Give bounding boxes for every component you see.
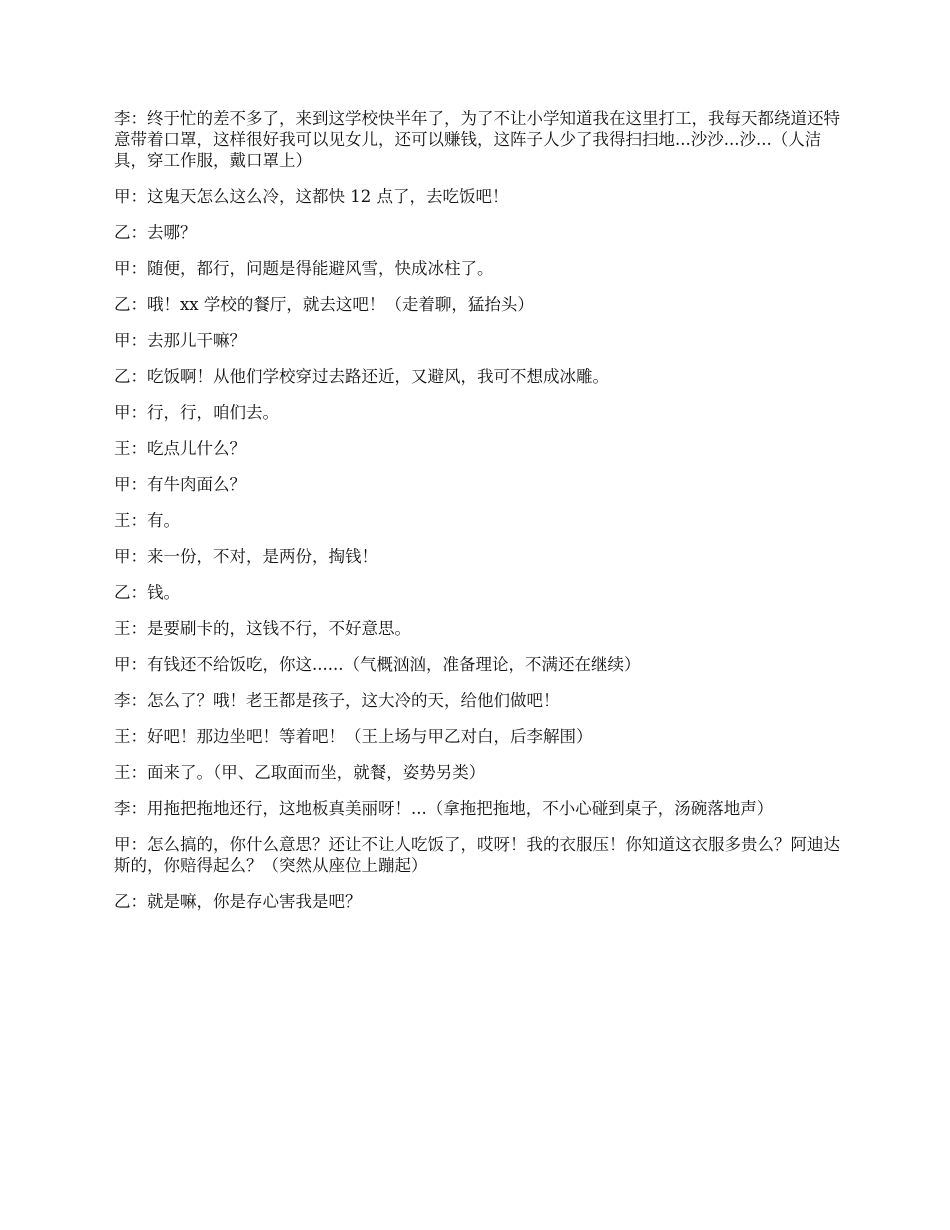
dialogue-line: 甲：行，行，咱们去。 (114, 403, 279, 422)
dialogue-line: 甲：来一份，不对，是两份，掏钱！ (114, 547, 378, 566)
dialogue-line: 王：是要刷卡的，这钱不行，不好意思。 (114, 619, 411, 638)
dialogue-line: 李：终于忙的差不多了，来到这学校快半年了，为了不让小学知道我在这里打工，我每天都绕道还特意带着口罩，这样很好我可以见女儿，还可以赚钱，这阵子人少了我得扫扫地...沙沙...沙...（人洁具，穿工作服，戴口罩上） (114, 109, 840, 170)
dialogue-line: 乙：就是嘛，你是存心害我是吧？ (114, 892, 362, 911)
dialogue-line: 甲：去那儿干嘛？ (114, 331, 246, 350)
dialogue-line: 王：好吧！那边坐吧！等着吧！（王上场与甲乙对白，后李解围） (114, 727, 593, 746)
document-page (114, 108, 840, 927)
dialogue-line: 王：面来了。（甲、乙取面而坐，就餐，姿势另类） (114, 763, 486, 782)
dialogue-line: 李：怎么了？哦！老王都是孩子，这大冷的天，给他们做吧！ (114, 691, 560, 710)
dialogue-line: 王：有。 (114, 511, 180, 530)
dialogue-line: 乙：钱。 (114, 583, 180, 602)
dialogue-line: 甲：这鬼天怎么这么冷，这都快 12 点了，去吃饭吧！ (114, 187, 509, 206)
dialogue-line: 乙：去哪？ (114, 223, 197, 242)
dialogue-line: 甲：随便，都行，问题是得能避风雪，快成冰柱了。 (114, 259, 494, 278)
dialogue-line: 乙：哦！xx 学校的餐厅，就去这吧！（走着聊，猛抬头） (114, 295, 534, 314)
dialogue-line: 李：用拖把拖地还行，这地板真美丽呀！...（拿拖把拖地，不小心碰到桌子，汤碗落地声） (114, 799, 774, 818)
dialogue-line: 甲：怎么搞的，你什么意思？还让不让人吃饭了，哎呀！我的衣服压！你知道这衣服多贵么？阿迪达斯的，你赔得起么？（突然从座位上蹦起） (114, 835, 840, 875)
dialogue-line: 乙：吃饭啊！从他们学校穿过去路还近，又避风，我可不想成冰雕。 (114, 367, 609, 386)
dialogue-line: 王：吃点儿什么？ (114, 439, 246, 458)
dialogue-line: 甲：有钱还不给饭吃，你这......（气概汹汹，准备理论，不满还在继续） (114, 655, 641, 674)
dialogue-line: 甲：有牛肉面么？ (114, 475, 246, 494)
